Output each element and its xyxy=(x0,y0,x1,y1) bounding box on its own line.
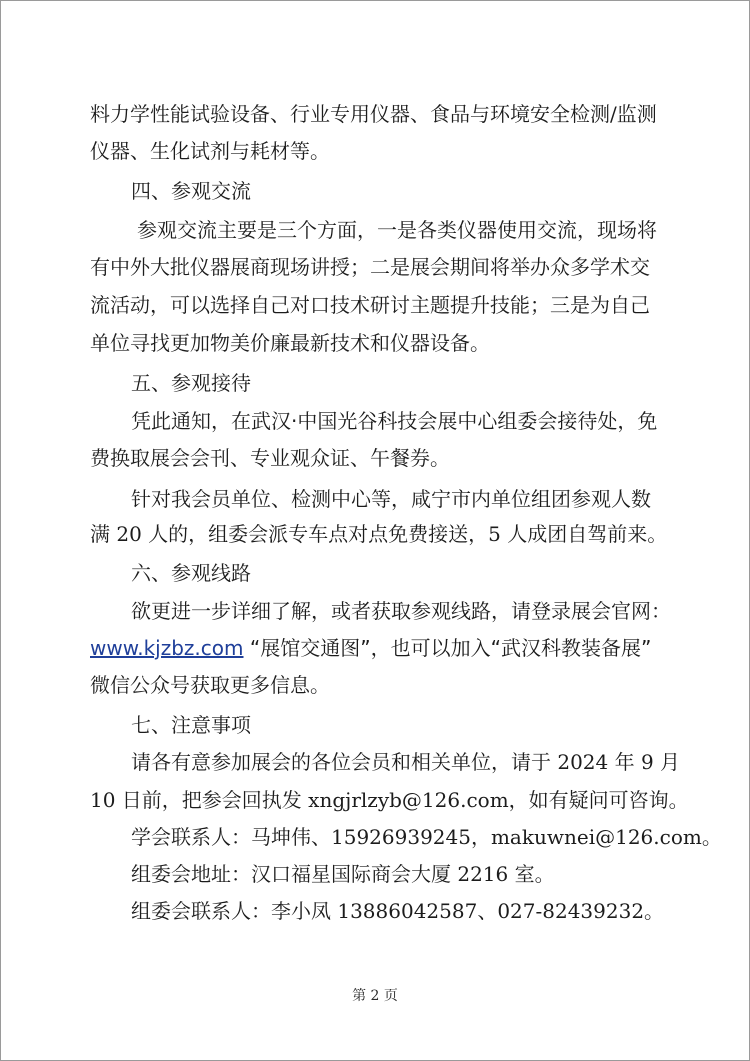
section-heading-5: 五、参观接待 xyxy=(131,371,251,395)
address-line: 组委会地址：汉口福星国际商会大厦 2216 室。 xyxy=(131,862,555,886)
paragraph-line: 流活动，可以选择自己对口技术研讨主题提升技能；三是为自己 xyxy=(90,293,650,317)
paragraph-line: 10 日前，把参会回执发 xngjrlzyb@126.com，如有疑问可咨询。 xyxy=(90,788,689,812)
section-heading-7: 七、注意事项 xyxy=(131,713,251,737)
paragraph-line: 有中外大批仪器展商现场讲授；二是展会期间将举办众多学术交 xyxy=(90,255,650,279)
paragraph-line: 微信公众号获取更多信息。 xyxy=(90,673,330,697)
paragraph-line: 请各有意参加展会的各位会员和相关单位，请于 2024 年 9 月 xyxy=(131,750,681,774)
contact-line: 学会联系人：马坤伟、15926939245，makuwnei@126.com。 xyxy=(131,825,722,849)
section-heading-6: 六、参观线路 xyxy=(131,561,251,585)
section-heading-4: 四、参观交流 xyxy=(131,179,251,203)
paragraph-line: 参观交流主要是三个方面，一是各类仪器使用交流，现场将 xyxy=(137,218,657,242)
paragraph-line-with-link xyxy=(90,634,651,662)
contact-line: 组委会联系人：李小凤 13886042587、027-82439232。 xyxy=(131,899,665,923)
paragraph-line: 满 20 人的，组委会派专车点对点免费接送，5 人成团自驾前来。 xyxy=(90,522,668,546)
paragraph-line: 单位寻找更加物美价廉最新技术和仪器设备。 xyxy=(90,331,490,355)
paragraph-line: 针对我会员单位、检测中心等，咸宁市内单位组团参观人数 xyxy=(131,487,651,511)
paragraph-line: 仪器、生化试剂与耗材等。 xyxy=(90,139,330,163)
paragraph-line: 料力学性能试验设备、行业专用仪器、食品与环境安全检测/监测 xyxy=(90,102,657,126)
paragraph-line: 费换取展会会刊、专业观众证、午餐券。 xyxy=(90,446,450,470)
website-link[interactable]: www.kjzbz.com xyxy=(90,636,244,660)
page-number: 第 2 页 xyxy=(352,988,398,1004)
paragraph-text: “展馆交通图”，也可以加入“武汉科教装备展” xyxy=(243,636,652,660)
paragraph-line: 欲更进一步详细了解，或者获取参观线路，请登录展会官网： xyxy=(131,599,671,623)
paragraph-line: 凭此通知，在武汉·中国光谷科技会展中心组委会接待处，免 xyxy=(131,409,658,433)
